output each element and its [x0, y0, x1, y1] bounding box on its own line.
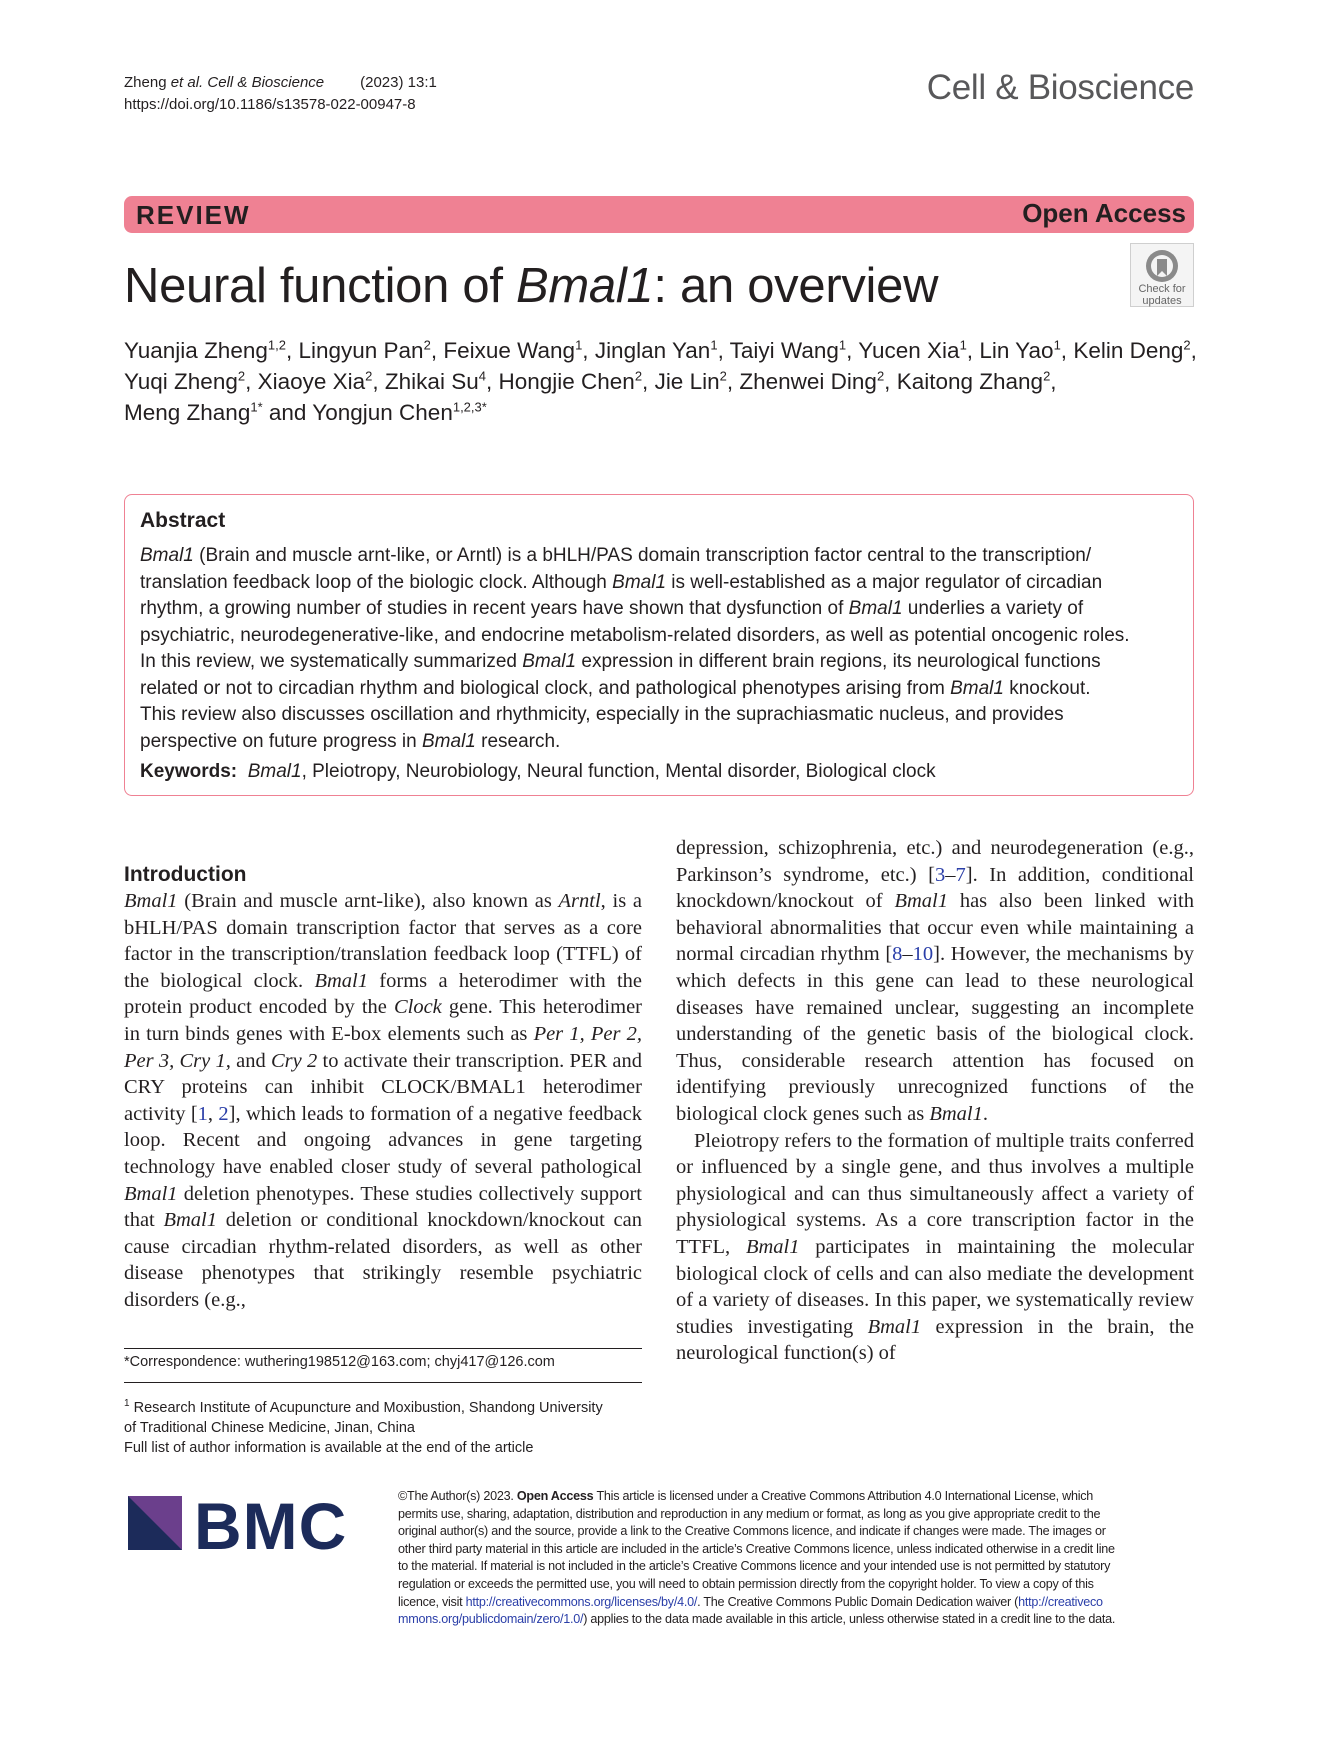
text-run: underlies a variety of [902, 598, 1084, 619]
correspondence-note: *Correspondence: wuthering198512@163.com; chyj417@126.com [124, 1354, 555, 1370]
bold-text: Open Access [516, 1489, 594, 1503]
italic-term: Bmal1 [422, 730, 476, 752]
text-run: , is a bHLH/PAS domain transcription factor that serves as a core factor in the transcription/translation feedback loop (TTFL) of the biological clock. [124, 890, 642, 992]
italic-term: Bmal1 [612, 571, 667, 593]
author-name [312, 400, 487, 425]
italic-term: Bmal1 [124, 890, 178, 912]
text-run: expression in different brain regions, its neurological functions [576, 651, 1101, 672]
bmc-logo [124, 1490, 366, 1562]
author-affiliation: 2 [876, 368, 885, 384]
open-access-label: Open Access [1022, 198, 1186, 228]
author-name [124, 400, 263, 425]
body-column-right [676, 835, 1194, 1367]
italic-term: Bmal1 [314, 969, 368, 992]
italic-term: Bmal1 [950, 677, 1004, 699]
license-line [398, 1523, 1198, 1541]
author-conjunction: and [262, 400, 313, 425]
text-run: deletion phenotypes. These studies collectively support that [124, 1182, 642, 1232]
footnote-rule-bottom [124, 1382, 642, 1383]
text-run: research. [475, 730, 561, 752]
text-run: . The Creative Commons Public Domain Dedication waiver ( [697, 1594, 1019, 1609]
citation-link[interactable]: 3 [935, 863, 946, 886]
keywords-label: Keywords: [140, 761, 238, 782]
italic-term: Per 1, Per 2, Per 3, Cry 1, [124, 1022, 642, 1072]
italic-term: Clock [393, 996, 442, 1019]
check-for-updates-badge[interactable] [1130, 243, 1194, 307]
italic-term: Bmal1 [140, 545, 194, 566]
author-affiliation: 2 [1043, 368, 1051, 384]
text-run: depression, schizophrenia, etc.) and neurodegeneration (e.g., Parkinson’s syndrome, etc.) [ [676, 837, 1194, 886]
author-text: Taiyi Wang [729, 338, 839, 363]
author-text: Zhikai Su [384, 369, 479, 394]
url-link[interactable]: http://creativeco [1018, 1594, 1103, 1609]
abstract-line [140, 596, 1185, 623]
author-text: Kelin Deng [1073, 338, 1184, 363]
author-text: Hongjie Chen [498, 369, 635, 394]
affiliations-note [124, 1394, 644, 1458]
author-affiliation: 2 [634, 368, 643, 384]
keywords-line [140, 761, 936, 783]
author-text: Yongjun Chen [312, 400, 453, 425]
author-affiliation: 1,2,3* [452, 399, 487, 415]
license-statement [398, 1488, 1198, 1629]
text-run: other third party material in this article are included in the article’s Creative Commons licence, unless indicated otherwise in a credit line [398, 1541, 1115, 1556]
text-run: perspective on future progress in [140, 730, 422, 752]
author-affiliation: 1 [710, 337, 718, 353]
author-text: Xiaoye Xia [257, 369, 366, 394]
text-run: deletion or conditional knockdown/knockout can cause circadian rhythm-related disorders, as well as other disease phenotypes that strikingly resemble psychiatric disorders (e.g., [124, 1209, 642, 1311]
author-text: Yucen Xia [858, 338, 960, 363]
italic-term: Bmal1 [124, 1182, 178, 1205]
title-prefix: Neural function of [124, 259, 516, 313]
text-run: ], which leads to formation of a negative feedback loop. Recent and ongoing advances in gene targeting technology have enabled closer study of several pathological [124, 1102, 643, 1178]
text-run: ]. However, the mechanisms by which defects in this gene can lead to these neurological diseases have remained unclear, suggesting an incomplete understanding of the genetic basis of the biological clock. Thus, considerable research attention has focused on identifying previously unrecognized functions of the biological clock genes such as [676, 943, 1194, 1125]
author-name [258, 369, 373, 394]
citation-line [124, 72, 437, 94]
author-affiliation: 1 [959, 337, 967, 353]
body-paragraph [676, 1128, 1194, 1367]
body-paragraph [124, 888, 642, 1314]
author-name [124, 338, 286, 363]
author-affiliation: 2 [719, 368, 727, 384]
author-affiliation: 1* [250, 399, 263, 415]
author-affiliation: 2 [423, 337, 431, 353]
abstract-body [140, 543, 1185, 755]
keyword-gene: Bmal1 [247, 761, 302, 782]
text-run: (Brain and muscle arnt-like, or Arntl) is a bHLH/PAS domain transcription factor central to the transcription/ [193, 545, 1092, 566]
author-name [655, 369, 727, 394]
license-line [398, 1594, 1198, 1612]
author-text: Kaitong Zhang [896, 369, 1044, 394]
title-gene: Bmal1 [515, 259, 654, 313]
affiliation-line-2: of Traditional Chinese Medicine, Jinan, China [124, 1419, 415, 1436]
license-line [398, 1611, 1198, 1629]
author-name [1073, 338, 1190, 363]
author-affiliation: 2 [237, 368, 246, 384]
footnote-rule-top [124, 1348, 642, 1349]
author-text: Meng Zhang [124, 400, 251, 425]
intro-paragraphs-left [124, 888, 642, 1314]
author-name [979, 338, 1060, 363]
citation-year: (2023) 13:1 [360, 74, 437, 91]
italic-term: Bmal1 [522, 651, 577, 672]
italic-term: Bmal1 [867, 1315, 922, 1338]
keywords-rest: , Pleiotropy, Neurobiology, Neural function, Mental disorder, Biological clock [301, 761, 936, 782]
text-run: (Brain and muscle arnt-like), also known as [177, 890, 559, 912]
license-line [398, 1576, 1198, 1594]
author-list: Yuanjia Zheng$^{1,2}$, Lingyun Pan$^2$, Feixue Wang$^1$, Jinglan Yan$^1$, Taiyi Wang$^1$, Yucen Xia$^1$, Lin Yao$^1$, Kelin Deng$^2$, Yuqi Zheng$^2$, Xiaoye Xia$^2$, Zhikai Su$^4$, Hongjie Chen$^2$, Jie Lin$^2$, Zhenwei Ding$^2$, Kaitong Zhang$^2$, Meng Zhang$^{1*}$ and Yongjun Chen$^{1,2,3*}$ [124, 337, 1197, 425]
text-run: regulation or exceeds the permitted use, you will need to obtain permission directly from the copyright holder. To view a copy of this [398, 1576, 1094, 1591]
citation-link[interactable]: 8 [892, 943, 903, 966]
abstract-line [140, 676, 1185, 703]
url-link[interactable]: http://creativecommons.org/licenses/by/4.0/ [465, 1594, 698, 1609]
italic-term: Bmal1 [163, 1209, 217, 1232]
text-run: – [902, 943, 913, 966]
author-affiliation: 1 [1053, 337, 1061, 353]
text-run: rhythm, a growing number of studies in recent years have shown that dysfunction of [140, 598, 849, 619]
citation-header [124, 72, 437, 116]
journal-name: Cell & Bioscience [926, 68, 1194, 107]
doi-link[interactable]: https://doi.org/10.1186/s13578-022-00947-8 [124, 96, 416, 113]
author-name [739, 369, 884, 394]
author-text: Jinglan Yan [594, 338, 711, 363]
author-name [443, 338, 582, 363]
author-text: Yuanjia Zheng [124, 338, 268, 363]
section-heading-introduction: Introduction [124, 863, 247, 886]
text-run: , [207, 1102, 219, 1125]
text-run: ) applies to the data made available in this article, unless otherwise stated in a credit line to the data. [583, 1612, 1116, 1627]
abstract-heading: Abstract [140, 509, 226, 532]
author-text: Zhenwei Ding [739, 369, 877, 394]
author-text: Feixue Wang [443, 338, 576, 363]
text-run: ]. In addition, conditional knockdown/knockout of [676, 863, 1194, 913]
text-run: original author(s) and the source, provide a link to the Creative Commons licence, and indicate if changes were made. The images or [398, 1524, 1106, 1539]
citation-link[interactable]: 10 [912, 943, 934, 966]
text-run: psychiatric, neurodegenerative-like, and endocrine metabolism-related disorders, as well as potential oncogenic roles. [140, 624, 1130, 646]
citation-link[interactable]: 7 [955, 863, 966, 886]
author-name [498, 369, 642, 394]
license-line [398, 1558, 1198, 1576]
body-column-left [124, 862, 642, 1314]
text-run: Pleiotropy refers to the formation of multiple traits conferred or influenced by a single gene, and thus involves a multiple physiological and can thus simultaneously affect a variety of physiological systems. As a core transcription factor in the TTFL, [676, 1129, 1194, 1258]
text-run: participates in maintaining the molecular biological clock of cells and can also mediate the development of a variety of diseases. In this paper, we systematically review studies investigating [676, 1235, 1195, 1338]
url-link[interactable]: mmons.org/publicdomain/zero/1.0/ [398, 1612, 584, 1627]
abstract-line [140, 543, 1185, 570]
italic-term: Bmal1 [848, 598, 903, 619]
italic-term: Bmal1 [894, 890, 948, 913]
abstract-line [140, 649, 1185, 676]
text-run: translation feedback loop of the biologic clock. Although [140, 571, 613, 593]
check-updates-line2: updates [1142, 295, 1182, 307]
affiliation-sup: 1 [124, 1398, 130, 1409]
bmc-logo-mark [124, 1490, 366, 1562]
text-run: to activate their transcription. PER and CRY proteins can inhibit CLOCK/BMAL1 heterodimer activity [ [124, 1049, 642, 1125]
author-name [385, 369, 486, 394]
affiliation-line-1 [124, 1394, 644, 1418]
text-run: has also been linked with behavioral abnormalities that occur even while maintaining a normal circadian rhythm [ [676, 890, 1194, 966]
text-run: knockout. [1003, 677, 1091, 699]
italic-term: Bmal1 [745, 1235, 800, 1258]
text-run: is well-established as a major regulator of circadian [666, 571, 1103, 593]
text-run: permits use, sharing, adaptation, distribution and reproduction in any medium or format, as long as you give appropriate credit to the [398, 1506, 1101, 1521]
author-affiliation: 1 [838, 337, 847, 353]
license-line [398, 1488, 1198, 1506]
author-affiliation: 2 [1183, 337, 1191, 353]
italic-term: Arntl [558, 890, 601, 912]
title-suffix: : an overview [653, 259, 939, 313]
italic-term: Bmal1 [929, 1102, 983, 1125]
article-type: REVIEW [136, 200, 251, 230]
author-info-note: Full list of author information is available at the end of the article [124, 1439, 534, 1456]
license-line [398, 1506, 1198, 1524]
author-text: Lingyun Pan [298, 338, 424, 363]
author-affiliation: 4 [478, 368, 486, 384]
author-name [858, 338, 967, 363]
citation-authors: Zheng [124, 74, 171, 91]
abstract-box [124, 494, 1194, 796]
text-run: . [982, 1102, 988, 1125]
abstract-line [140, 623, 1185, 650]
text-run: forms a heterodimer with the protein product encoded by the [124, 969, 642, 1019]
author-affiliation: 2 [365, 368, 373, 384]
abstract-line [140, 702, 1185, 729]
text-run: In this review, we systematically summarized [140, 651, 523, 672]
text-run: This article is licensed under a Creative Commons Attribution 4.0 International License, which [593, 1489, 1094, 1503]
italic-term: Cry 2 [271, 1049, 318, 1072]
author-affiliation: 1 [575, 337, 583, 353]
citation-journal: Cell & Bioscience [207, 74, 325, 91]
author-name [124, 369, 245, 394]
text-run: This review also discusses oscillation and rhythmicity, especially in the suprachiasmatic nucleus, and provides [140, 704, 1064, 725]
text-run: licence, visit [398, 1594, 466, 1609]
license-line [398, 1541, 1198, 1559]
article-title [124, 258, 938, 314]
affiliation-text-1: Research Institute of Acupuncture and Moxibustion, Shandong University [129, 1399, 603, 1416]
article-type-banner [124, 196, 1194, 233]
author-name [298, 338, 430, 363]
abstract-line [140, 570, 1185, 597]
body-paragraph [676, 835, 1194, 1128]
text-run: related or not to circadian rhythm and biological clock, and pathological phenotypes arising from [140, 677, 951, 699]
text-run: to the material. If material is not included in the article’s Creative Commons licence and your intended use is not permitted by statutory [398, 1559, 1111, 1574]
text-run: and [230, 1049, 271, 1072]
text-run: – [945, 863, 956, 886]
citation-etal: et al. [170, 74, 204, 91]
text-run: gene. This heterodimer in turn binds genes with E-box elements such as [124, 996, 642, 1045]
citation-link[interactable]: 2 [218, 1102, 229, 1125]
text-run: ©The Author(s) 2023. [398, 1489, 517, 1503]
author-text: Lin Yao [979, 338, 1054, 363]
author-affiliation: 1,2 [267, 337, 286, 353]
citation-link[interactable]: 1 [197, 1102, 208, 1125]
author-name [897, 369, 1051, 394]
author-name [730, 338, 846, 363]
check-updates-line1: Check for [1138, 283, 1186, 295]
author-text: Yuqi Zheng [124, 369, 238, 394]
author-text: Jie Lin [654, 369, 720, 394]
author-name [595, 338, 718, 363]
check-updates-icon [1145, 249, 1179, 283]
text-run: expression in the brain, the neurological function(s) of [676, 1315, 1194, 1365]
bmc-logo-text: BMC [194, 1490, 348, 1562]
abstract-line [140, 729, 1185, 756]
